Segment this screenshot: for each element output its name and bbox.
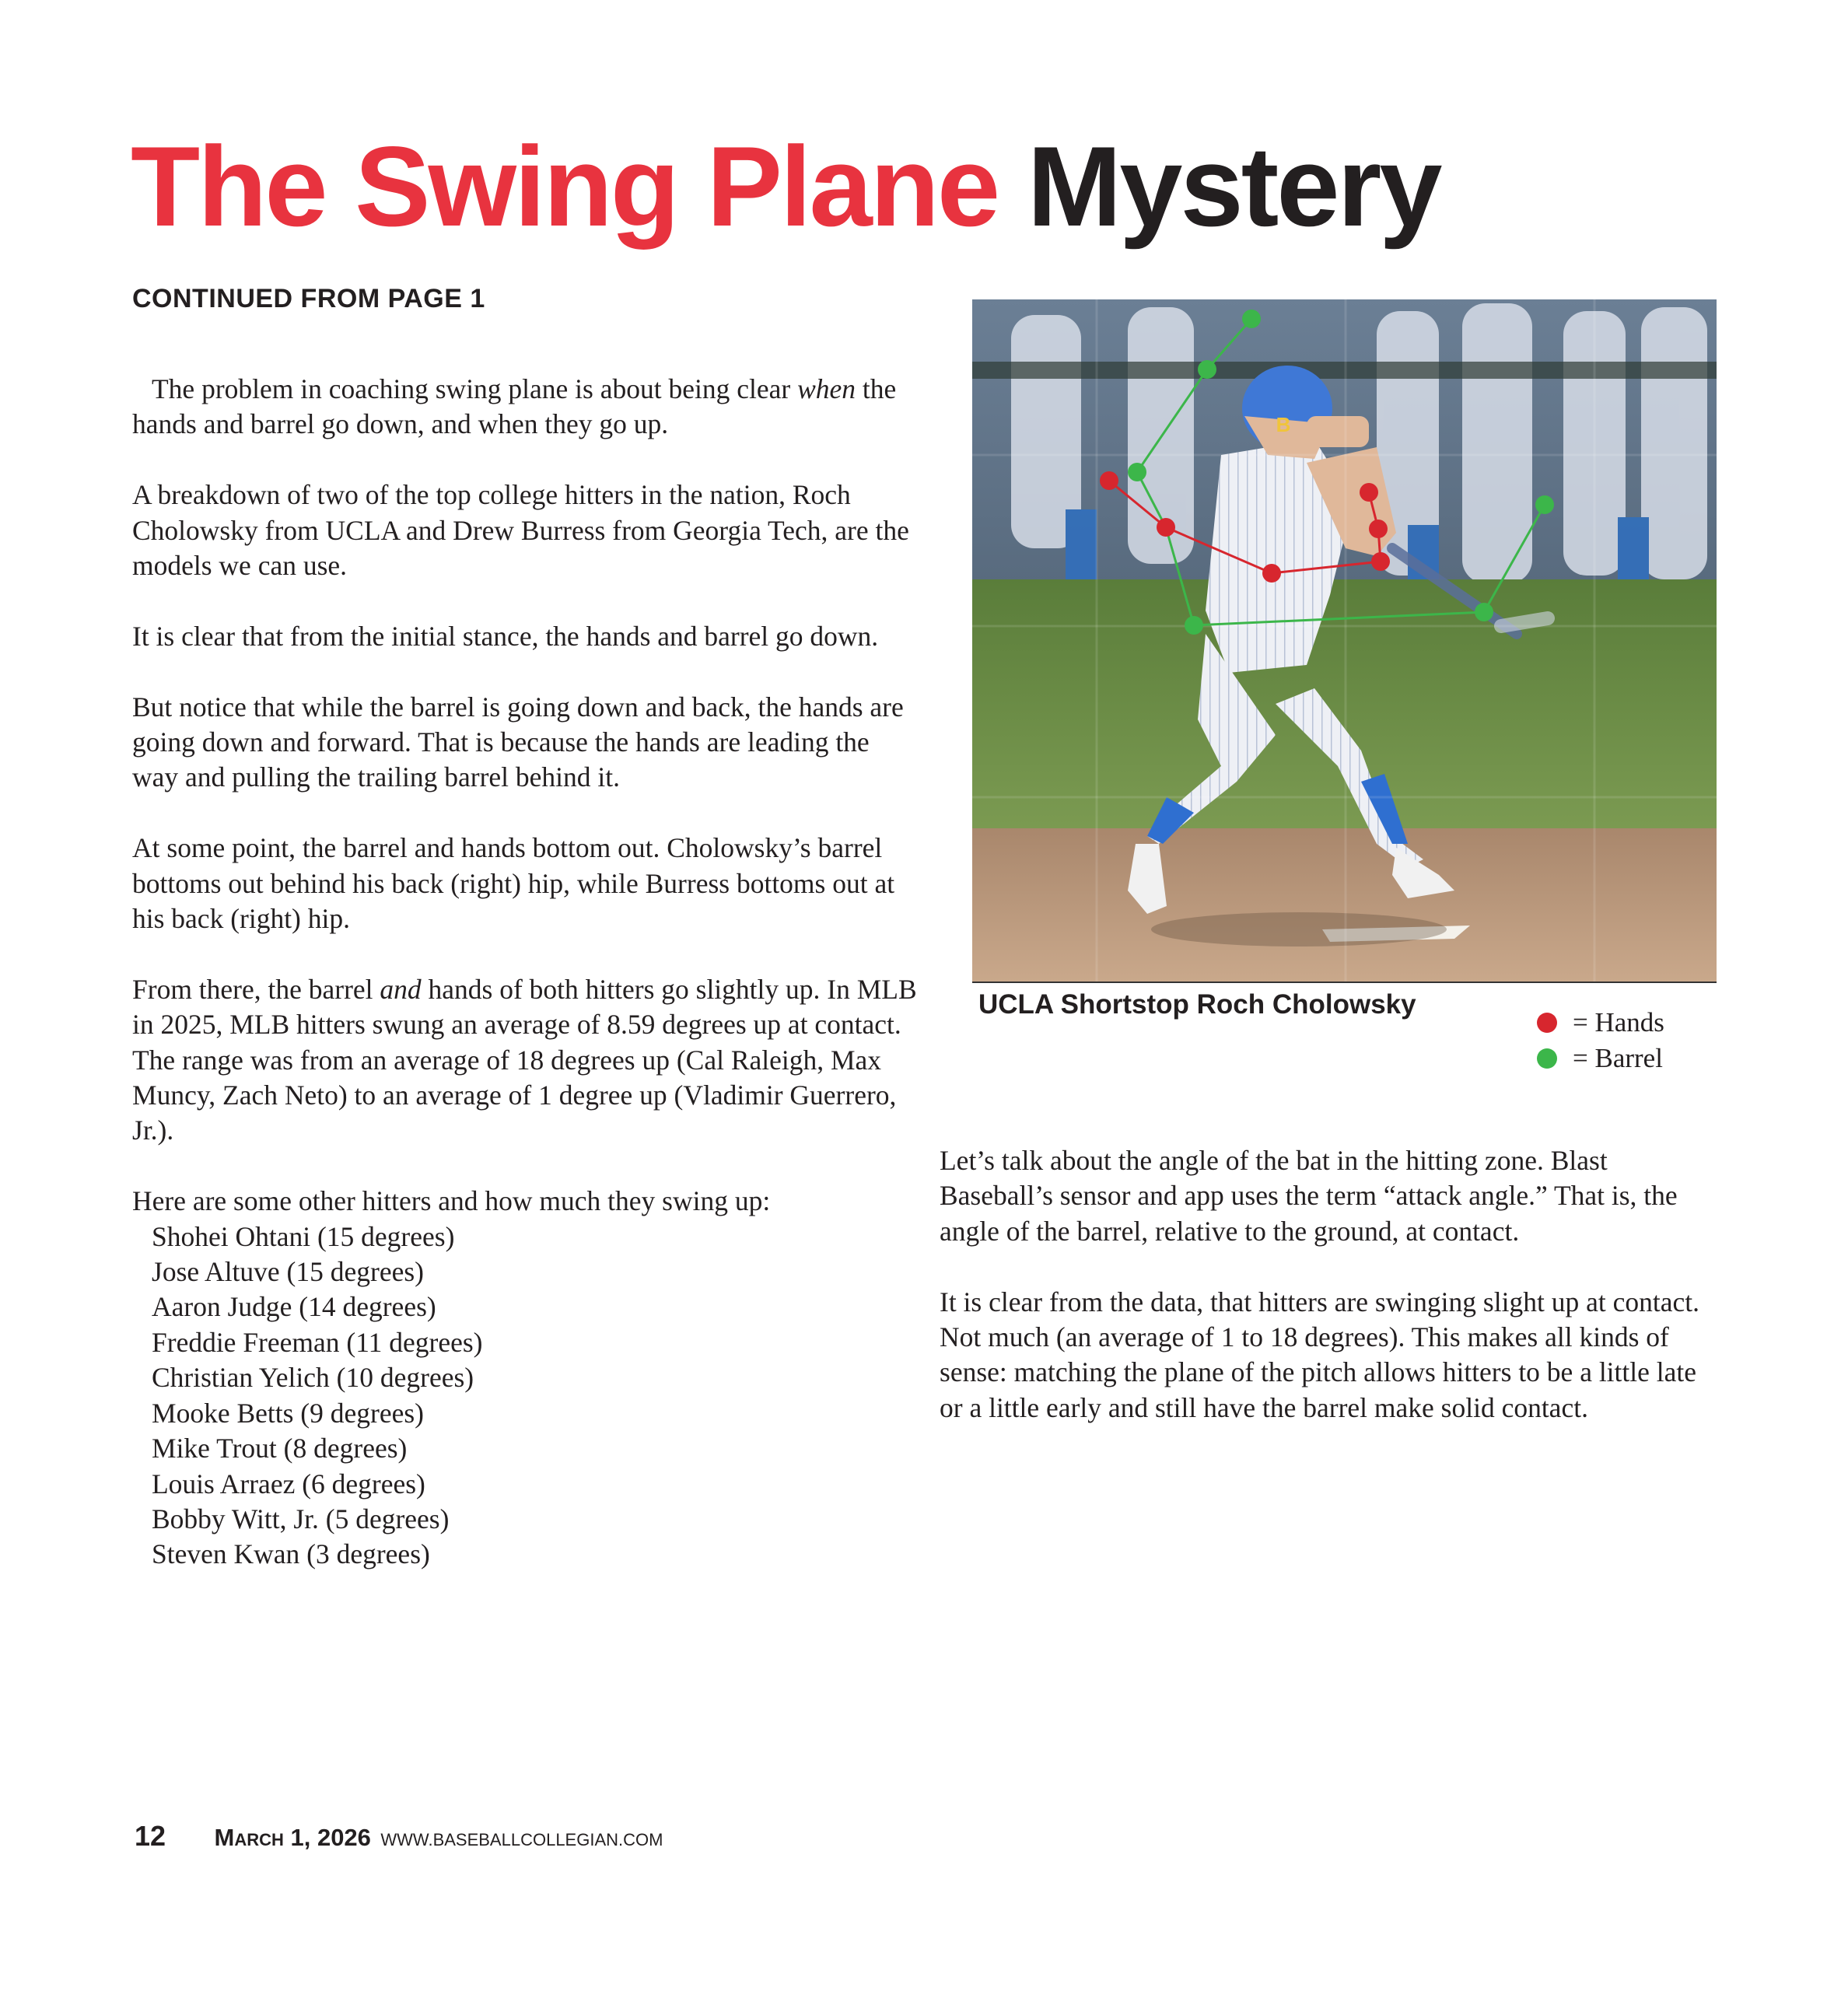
svg-text:B: B	[1276, 413, 1291, 436]
photo-legend	[1537, 1005, 1664, 1076]
paragraph-1	[132, 372, 918, 443]
issue-date: March 1, 2026	[214, 1824, 371, 1851]
legend-row-hands	[1537, 1005, 1664, 1041]
paragraph-6-tail: hands of both hitters go slightly up. In MLB in 2025, MLB hitters swung an average of 8.59 degrees up at contact. The range was from an average of 18 degrees up (Cal Raleigh, Max Muncy, Zach Neto) to an average of 1 degree up (Vladimir Guerrero, Jr.).	[132, 973, 917, 1146]
left-column	[132, 372, 918, 1573]
paragraph-5: At some point, the barrel and hands bottom out. Cholowsky’s barrel bottoms out behind his back (right) hip, while Burress bottoms out at his back (right) hip.	[132, 832, 895, 935]
hitter-list-item: Shohei Ohtani (15 degrees)	[152, 1220, 455, 1252]
hitter-list-item: Aaron Judge (14 degrees)	[152, 1291, 436, 1323]
right-paragraph-2: It is clear from the data, that hitters are swinging slight up at contact. Not much (an average of 1 to 18 degrees). This makes all kinds of sense: matching the plane of the pitch allows hitters to be a little late or a little early and still have the barrel make solid contact.	[940, 1286, 1699, 1423]
paragraph-3: It is clear that from the initial stance, the hands and barrel go down.	[132, 620, 879, 652]
hitter-list	[132, 1184, 918, 1572]
paragraph-1-emphasis: when	[797, 373, 856, 404]
hitter-list-item: Bobby Witt, Jr. (5 degrees)	[152, 1503, 450, 1534]
headline-black-part: Mystery	[1027, 123, 1440, 250]
paragraph-6	[132, 972, 918, 1149]
hitter-list-intro: Here are some other hitters and how much they swing up:	[132, 1185, 771, 1217]
paragraph-6-lead: From there, the barrel	[132, 973, 380, 1005]
batter-photo-illustration	[972, 299, 1717, 982]
hands-marker	[1360, 483, 1378, 502]
barrel-marker	[1198, 360, 1216, 379]
paragraph-2: A breakdown of two of the top college hitters in the nation, Roch Cholowsky from UCLA and Drew Burress from Georgia Tech, are the models we can use.	[132, 479, 909, 582]
hitter-list-item: Freddie Freeman (11 degrees)	[152, 1326, 483, 1358]
hitter-list-item: Christian Yelich (10 degrees)	[152, 1362, 474, 1394]
hands-marker	[1100, 471, 1118, 490]
right-paragraph-1: Let’s talk about the angle of the bat in the hitting zone. Blast Baseball’s sensor and app uses the term “attack angle.” That is, the angle of the barrel, relative to the ground, at contact.	[940, 1145, 1678, 1247]
photo-caption: UCLA Shortstop Roch Cholowsky	[978, 989, 1416, 1020]
barrel-marker	[1535, 495, 1554, 514]
legend-label-barrel: = Barrel	[1573, 1043, 1663, 1073]
legend-dot-barrel	[1537, 1048, 1557, 1069]
hands-marker	[1157, 518, 1175, 537]
barrel-marker	[1475, 603, 1493, 621]
legend-dot-hands	[1537, 1013, 1557, 1033]
paragraph-6-emphasis: and	[380, 973, 422, 1005]
page-number: 12	[135, 1820, 166, 1852]
headline	[131, 124, 1440, 250]
barrel-marker	[1185, 616, 1203, 635]
legend-row-barrel	[1537, 1041, 1664, 1076]
hitter-list-item: Steven Kwan (3 degrees)	[152, 1538, 430, 1570]
paragraph-1-lead: The problem in coaching swing plane is about being clear	[152, 373, 798, 404]
batter-photo	[972, 299, 1717, 983]
page-footer	[135, 1820, 663, 1853]
continued-from-label: CONTINUED FROM PAGE 1	[132, 284, 485, 313]
headline-red-part: The Swing Plane	[131, 123, 999, 250]
website-url: WWW.BASEBALLCOLLEGIAN.COM	[380, 1830, 663, 1849]
barrel-marker	[1128, 463, 1146, 481]
hands-marker	[1369, 520, 1388, 538]
hitter-list-item: Mike Trout (8 degrees)	[152, 1433, 408, 1464]
hitter-list-item: Louis Arraez (6 degrees)	[152, 1468, 425, 1499]
right-column	[940, 1143, 1725, 1461]
legend-label-hands: = Hands	[1573, 1007, 1664, 1037]
hands-marker	[1262, 564, 1281, 583]
paragraph-1-tail: the hands and barrel go down, and when they go up.	[132, 373, 897, 440]
hands-marker	[1371, 552, 1390, 571]
barrel-marker	[1242, 310, 1261, 328]
paragraph-4: But notice that while the barrel is going down and back, the hands are going down and forward. That is because the hands are leading the way and pulling the trailing barrel behind it.	[132, 691, 904, 793]
hitter-list-item: Mooke Betts (9 degrees)	[152, 1397, 424, 1429]
hitter-list-item: Jose Altuve (15 degrees)	[152, 1256, 424, 1288]
